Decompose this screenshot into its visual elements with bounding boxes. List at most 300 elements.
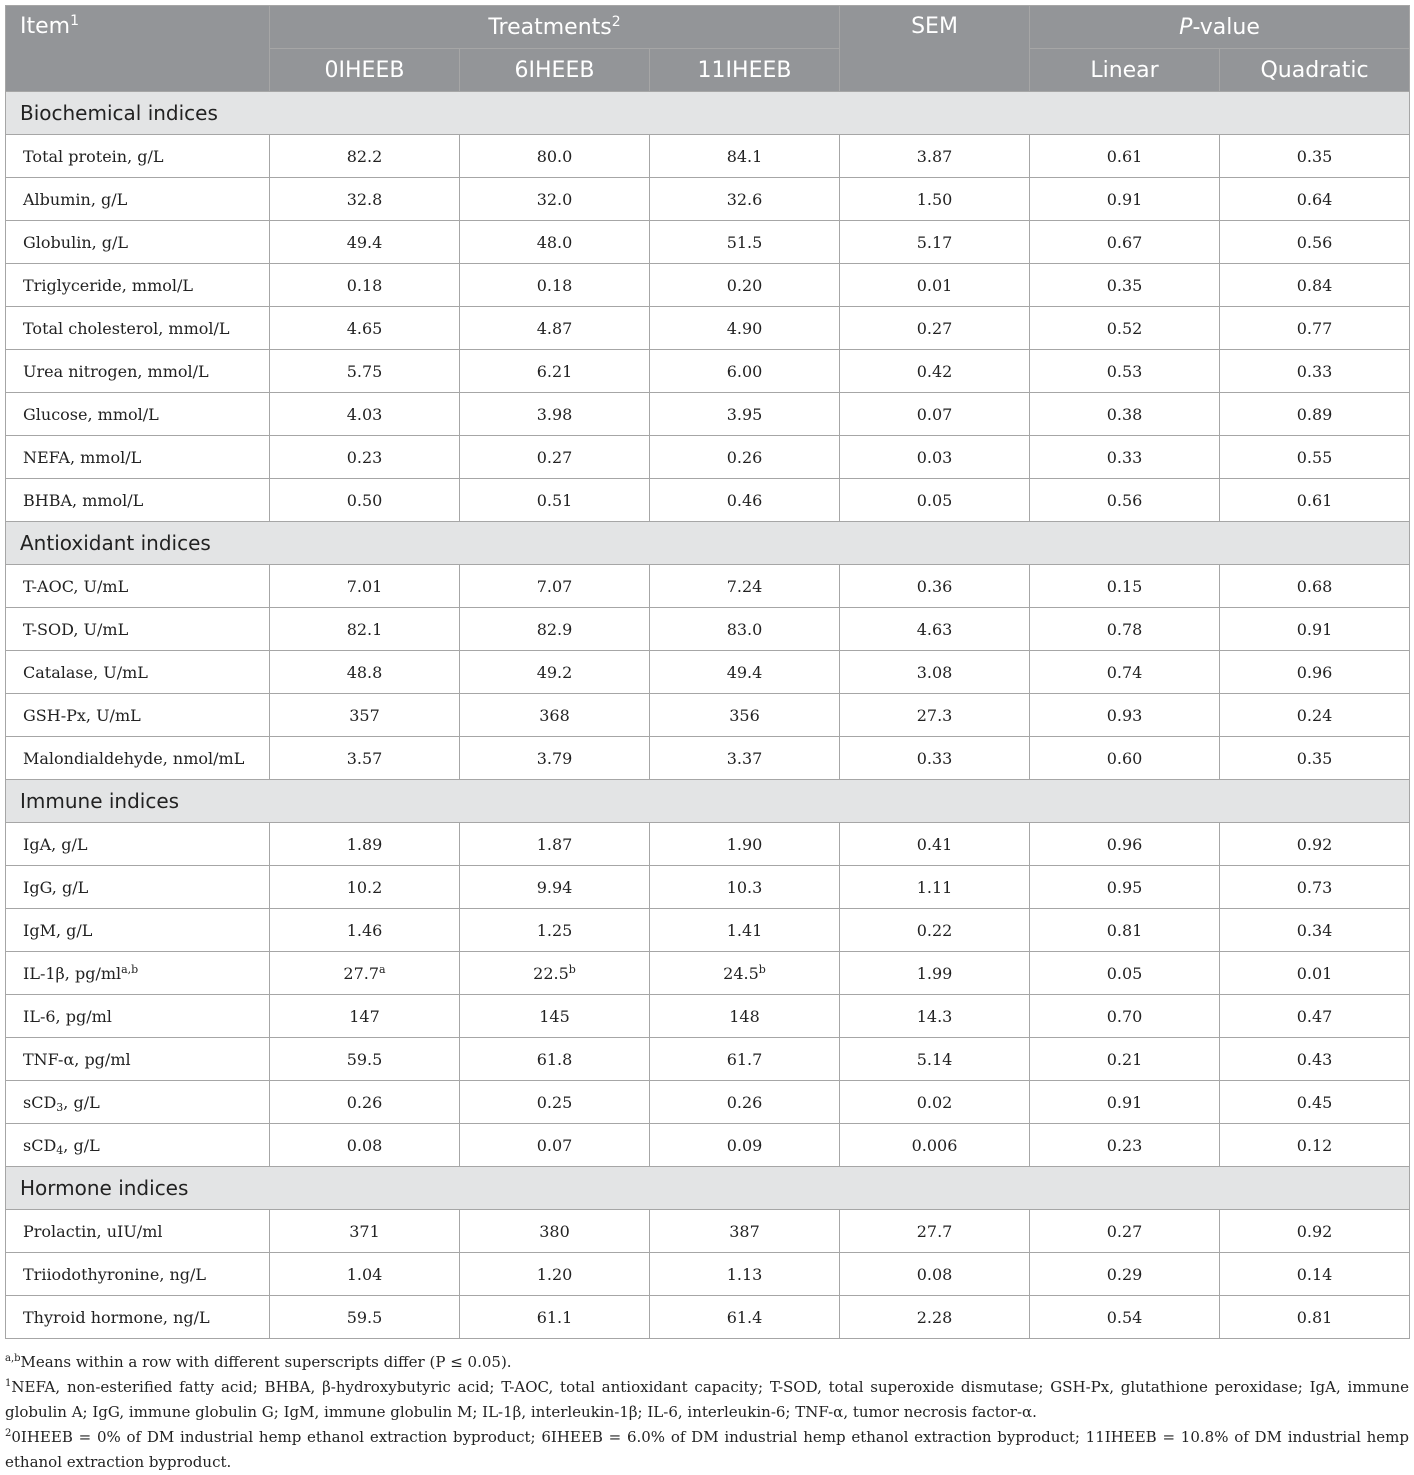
value-sem	[840, 952, 1030, 995]
value-sem	[840, 350, 1030, 393]
section-title: Antioxidant indices	[6, 522, 1410, 565]
table-row	[6, 221, 1410, 264]
cell-value: 0.29	[1106, 1264, 1143, 1284]
value-quadratic	[1220, 651, 1410, 694]
value-sem	[840, 1210, 1030, 1253]
row-item-label: Albumin, g/L	[23, 189, 128, 209]
value-11iheeb	[650, 1081, 840, 1124]
row-item	[6, 350, 270, 393]
value-linear	[1030, 1296, 1220, 1339]
cell-value: 0.61	[1296, 490, 1333, 510]
cell-value: 61.4	[726, 1307, 763, 1327]
table-row	[6, 393, 1410, 436]
value-sem	[840, 1296, 1030, 1339]
cell-value: 24.5	[723, 963, 759, 983]
cell-value: 0.08	[346, 1135, 383, 1155]
value-0iheeb	[270, 1210, 460, 1253]
value-0iheeb	[270, 995, 460, 1038]
cell-value: 80.0	[536, 146, 573, 166]
value-11iheeb	[650, 909, 840, 952]
value-11iheeb	[650, 694, 840, 737]
cell-value: 0.35	[1296, 748, 1333, 768]
cell-value: 0.50	[346, 490, 383, 510]
cell-value: 61.8	[536, 1049, 573, 1069]
cell-value: 32.8	[346, 189, 383, 209]
cell-value: 51.5	[726, 232, 763, 252]
row-item-label: T-SOD, U/mL	[23, 619, 129, 639]
table-row	[6, 565, 1410, 608]
value-sem	[840, 1038, 1030, 1081]
cell-value: 0.84	[1296, 275, 1333, 295]
cell-value: 356	[729, 705, 760, 725]
section-row	[6, 780, 1410, 823]
value-linear	[1030, 1038, 1220, 1081]
value-6iheeb	[460, 436, 650, 479]
value-11iheeb	[650, 1210, 840, 1253]
value-6iheeb	[460, 737, 650, 780]
cell-value: 0.27	[916, 318, 953, 338]
cell-value: 0.77	[1296, 318, 1333, 338]
cell-value: 0.93	[1106, 705, 1143, 725]
table-row	[6, 737, 1410, 780]
value-0iheeb	[270, 1038, 460, 1081]
value-11iheeb	[650, 565, 840, 608]
value-quadratic	[1220, 737, 1410, 780]
cell-value: 0.61	[1106, 146, 1143, 166]
header-treatments-sup: 2	[611, 13, 621, 30]
value-11iheeb	[650, 393, 840, 436]
cell-value: 4.63	[916, 619, 953, 639]
row-item	[6, 651, 270, 694]
cell-value: 0.92	[1296, 1221, 1333, 1241]
value-11iheeb	[650, 651, 840, 694]
cell-value: 0.56	[1296, 232, 1333, 252]
cell-value: 3.08	[916, 662, 953, 682]
value-0iheeb	[270, 651, 460, 694]
cell-value: 4.03	[346, 404, 383, 424]
value-sem	[840, 909, 1030, 952]
cell-value: 0.24	[1296, 705, 1333, 725]
footnote-text: Means within a row with different superscripts differ (P ≤ 0.05).	[20, 1353, 512, 1371]
table-row	[6, 608, 1410, 651]
value-0iheeb	[270, 1081, 460, 1124]
cell-value: 49.4	[346, 232, 383, 252]
value-linear	[1030, 694, 1220, 737]
table-row	[6, 307, 1410, 350]
value-quadratic	[1220, 866, 1410, 909]
cell-value: 0.26	[346, 1092, 383, 1112]
cell-value: 22.5	[533, 963, 569, 983]
table-row	[6, 1253, 1410, 1296]
cell-value: 1.89	[346, 834, 383, 854]
cell-value: 0.08	[916, 1264, 953, 1284]
cell-value: 27.7	[343, 963, 380, 983]
table-row	[6, 952, 1410, 995]
value-linear	[1030, 651, 1220, 694]
row-item	[6, 221, 270, 264]
header-quadratic: Quadratic	[1220, 49, 1410, 92]
row-item	[6, 393, 270, 436]
value-11iheeb	[650, 135, 840, 178]
table-row	[6, 823, 1410, 866]
value-linear	[1030, 393, 1220, 436]
cell-value: 0.35	[1296, 146, 1333, 166]
header-col-0ihheb: 0IHEEB	[270, 49, 460, 92]
value-6iheeb	[460, 952, 650, 995]
value-6iheeb	[460, 995, 650, 1038]
cell-value: 32.0	[536, 189, 573, 209]
value-6iheeb	[460, 1296, 650, 1339]
row-item-label: Thyroid hormone, ng/L	[23, 1307, 210, 1327]
value-sem	[840, 694, 1030, 737]
cell-value: 49.2	[536, 662, 573, 682]
cell-value: 0.21	[1106, 1049, 1143, 1069]
value-11iheeb	[650, 350, 840, 393]
row-item	[6, 1253, 270, 1296]
value-11iheeb	[650, 1038, 840, 1081]
table-row	[6, 479, 1410, 522]
row-item	[6, 1124, 270, 1167]
value-6iheeb	[460, 135, 650, 178]
value-6iheeb	[460, 393, 650, 436]
cell-value: 5.75	[346, 361, 383, 381]
table-row	[6, 1124, 1410, 1167]
value-0iheeb	[270, 823, 460, 866]
row-item-label: Catalase, U/mL	[23, 662, 148, 682]
row-item	[6, 264, 270, 307]
value-6iheeb	[460, 909, 650, 952]
value-sem	[840, 995, 1030, 1038]
cell-value: 82.9	[536, 619, 573, 639]
cell-value: 1.20	[536, 1264, 573, 1284]
cell-value: 27.7	[916, 1221, 953, 1241]
value-11iheeb	[650, 737, 840, 780]
cell-value: 0.01	[916, 275, 953, 295]
value-linear	[1030, 264, 1220, 307]
cell-value: 0.15	[1106, 576, 1143, 596]
cell-value: 0.45	[1296, 1092, 1333, 1112]
cell-value: 14.3	[916, 1006, 953, 1026]
row-item	[6, 1081, 270, 1124]
cell-value: 0.34	[1296, 920, 1333, 940]
table-row	[6, 178, 1410, 221]
cell-value: 0.07	[536, 1135, 573, 1155]
value-linear	[1030, 1081, 1220, 1124]
cell-value: 5.17	[916, 232, 953, 252]
value-sem	[840, 479, 1030, 522]
cell-value: 0.74	[1106, 662, 1143, 682]
row-item	[6, 823, 270, 866]
row-item-label: T-AOC, U/mL	[23, 576, 129, 596]
cell-value: 3.57	[346, 748, 383, 768]
value-0iheeb	[270, 1124, 460, 1167]
header-col-6iheeb: 6IHEEB	[460, 49, 650, 92]
cell-value: 145	[539, 1006, 570, 1026]
value-0iheeb	[270, 393, 460, 436]
cell-value: 368	[539, 705, 570, 725]
row-item-label: GSH-Px, U/mL	[23, 705, 141, 725]
value-0iheeb	[270, 436, 460, 479]
value-linear	[1030, 221, 1220, 264]
cell-value: 0.22	[916, 920, 953, 940]
value-quadratic	[1220, 221, 1410, 264]
cell-superscript: b	[568, 962, 576, 976]
cell-value: 0.91	[1106, 189, 1143, 209]
table-row	[6, 436, 1410, 479]
value-linear	[1030, 823, 1220, 866]
row-item	[6, 565, 270, 608]
value-0iheeb	[270, 178, 460, 221]
cell-value: 0.46	[726, 490, 763, 510]
value-0iheeb	[270, 1253, 460, 1296]
value-quadratic	[1220, 1253, 1410, 1296]
value-11iheeb	[650, 436, 840, 479]
value-quadratic	[1220, 1210, 1410, 1253]
cell-value: 4.87	[536, 318, 573, 338]
section-title: Biochemical indices	[6, 92, 1410, 135]
value-6iheeb	[460, 350, 650, 393]
header-sem	[840, 6, 1030, 92]
value-6iheeb	[460, 565, 650, 608]
value-quadratic	[1220, 135, 1410, 178]
footnotes	[5, 1350, 1409, 1475]
table-row	[6, 350, 1410, 393]
cell-value: 0.78	[1106, 619, 1143, 639]
value-quadratic	[1220, 995, 1410, 1038]
header-pvalue-p: P	[1179, 14, 1193, 40]
table-row	[6, 135, 1410, 178]
cell-value: 1.04	[346, 1264, 383, 1284]
cell-value: 0.01	[1296, 963, 1333, 983]
value-0iheeb	[270, 479, 460, 522]
header-treatments-label: Treatments	[488, 14, 612, 40]
cell-value: 1.25	[536, 920, 573, 940]
table-row	[6, 1210, 1410, 1253]
cell-value: 7.24	[726, 576, 763, 596]
cell-value: 1.99	[916, 963, 953, 983]
value-6iheeb	[460, 1124, 650, 1167]
value-linear	[1030, 909, 1220, 952]
cell-value: 0.07	[916, 404, 953, 424]
value-6iheeb	[460, 1253, 650, 1296]
value-0iheeb	[270, 694, 460, 737]
value-6iheeb	[460, 608, 650, 651]
cell-value: 0.33	[916, 748, 953, 768]
row-item-label: Urea nitrogen, mmol/L	[23, 361, 209, 381]
cell-value: 0.33	[1296, 361, 1333, 381]
section-row	[6, 1167, 1410, 1210]
row-item-label: IL-1β, pg/ml	[23, 963, 122, 983]
table-row	[6, 1081, 1410, 1124]
value-0iheeb	[270, 264, 460, 307]
header-row-1	[6, 6, 1410, 49]
row-item	[6, 866, 270, 909]
cell-value: 0.89	[1296, 404, 1333, 424]
cell-value: 48.0	[536, 232, 573, 252]
footnote	[5, 1350, 1409, 1375]
value-quadratic	[1220, 1296, 1410, 1339]
footnote-marker: 2	[5, 1428, 12, 1439]
cell-value: 0.38	[1106, 404, 1143, 424]
header-sem-label: SEM	[911, 14, 958, 39]
value-sem	[840, 1081, 1030, 1124]
row-item-subscript: 3	[56, 1100, 64, 1114]
data-table	[5, 5, 1410, 1339]
cell-value: 0.09	[726, 1135, 763, 1155]
value-linear	[1030, 135, 1220, 178]
footnote	[5, 1375, 1409, 1425]
cell-value: 7.07	[536, 576, 573, 596]
cell-value: 0.67	[1106, 232, 1143, 252]
value-sem	[840, 866, 1030, 909]
row-item	[6, 909, 270, 952]
cell-value: 61.7	[726, 1049, 763, 1069]
cell-value: 4.65	[346, 318, 383, 338]
cell-value: 0.25	[536, 1092, 573, 1112]
cell-value: 83.0	[726, 619, 763, 639]
value-quadratic	[1220, 1038, 1410, 1081]
row-item-label: BHBA, mmol/L	[23, 490, 144, 510]
value-linear	[1030, 178, 1220, 221]
row-item-label: Total protein, g/L	[23, 146, 164, 166]
cell-value: 49.4	[726, 662, 763, 682]
value-6iheeb	[460, 479, 650, 522]
cell-value: 0.12	[1296, 1135, 1333, 1155]
cell-value: 1.41	[726, 920, 763, 940]
section-row	[6, 522, 1410, 565]
value-11iheeb	[650, 608, 840, 651]
cell-value: 0.05	[916, 490, 953, 510]
section-title: Hormone indices	[6, 1167, 1410, 1210]
cell-value: 6.00	[726, 361, 763, 381]
row-item-label: Total cholesterol, mmol/L	[23, 318, 230, 338]
value-quadratic	[1220, 307, 1410, 350]
section-title: Immune indices	[6, 780, 1410, 823]
row-item-tail: , g/L	[63, 1135, 100, 1155]
cell-value: 0.92	[1296, 834, 1333, 854]
value-0iheeb	[270, 737, 460, 780]
value-linear	[1030, 479, 1220, 522]
table-row	[6, 866, 1410, 909]
row-item	[6, 436, 270, 479]
cell-value: 0.70	[1106, 1006, 1143, 1026]
value-11iheeb	[650, 479, 840, 522]
cell-value: 0.27	[1106, 1221, 1143, 1241]
cell-value: 147	[349, 1006, 380, 1026]
value-quadratic	[1220, 608, 1410, 651]
value-11iheeb	[650, 866, 840, 909]
value-6iheeb	[460, 1081, 650, 1124]
cell-value: 32.6	[726, 189, 763, 209]
value-quadratic	[1220, 393, 1410, 436]
row-item-label: IL-6, pg/ml	[23, 1006, 112, 1026]
value-linear	[1030, 1253, 1220, 1296]
cell-value: 5.14	[916, 1049, 953, 1069]
value-6iheeb	[460, 264, 650, 307]
cell-value: 48.8	[346, 662, 383, 682]
value-sem	[840, 565, 1030, 608]
cell-value: 82.1	[346, 619, 383, 639]
value-sem	[840, 608, 1030, 651]
value-11iheeb	[650, 178, 840, 221]
row-item	[6, 178, 270, 221]
value-linear	[1030, 1124, 1220, 1167]
cell-value: 84.1	[726, 146, 763, 166]
header-pvalue	[1030, 6, 1410, 49]
row-item-label: Glucose, mmol/L	[23, 404, 159, 424]
cell-value: 27.3	[916, 705, 953, 725]
row-item-label: Malondialdehyde, nmol/mL	[23, 748, 245, 768]
cell-value: 0.26	[726, 447, 763, 467]
value-linear	[1030, 952, 1220, 995]
value-sem	[840, 221, 1030, 264]
cell-value: 0.95	[1106, 877, 1143, 897]
cell-value: 0.18	[536, 275, 573, 295]
value-quadratic	[1220, 952, 1410, 995]
row-item	[6, 307, 270, 350]
header-linear: Linear	[1030, 49, 1220, 92]
value-6iheeb	[460, 866, 650, 909]
row-item-label: Triglyceride, mmol/L	[23, 275, 194, 295]
cell-value: 0.02	[916, 1092, 953, 1112]
cell-value: 0.64	[1296, 189, 1333, 209]
cell-value: 1.13	[726, 1264, 763, 1284]
row-item-subscript: 4	[56, 1143, 64, 1157]
header-treatments	[270, 6, 840, 49]
row-item-label: sCD	[23, 1092, 57, 1112]
value-sem	[840, 823, 1030, 866]
table-row	[6, 651, 1410, 694]
cell-value: 0.27	[536, 447, 573, 467]
cell-value: 0.54	[1106, 1307, 1143, 1327]
cell-value: 0.60	[1106, 748, 1143, 768]
cell-value: 0.18	[346, 275, 383, 295]
cell-value: 3.95	[726, 404, 763, 424]
cell-value: 3.98	[536, 404, 573, 424]
value-quadratic	[1220, 1081, 1410, 1124]
value-11iheeb	[650, 221, 840, 264]
value-quadratic	[1220, 909, 1410, 952]
row-item-label: IgM, g/L	[23, 920, 93, 940]
value-6iheeb	[460, 651, 650, 694]
value-6iheeb	[460, 1210, 650, 1253]
value-11iheeb	[650, 1296, 840, 1339]
cell-value: 0.05	[1106, 963, 1143, 983]
cell-value: 82.2	[346, 146, 383, 166]
cell-value: 1.87	[536, 834, 573, 854]
cell-value: 4.90	[726, 318, 763, 338]
cell-value: 9.94	[536, 877, 573, 897]
cell-value: 1.46	[346, 920, 383, 940]
cell-value: 0.35	[1106, 275, 1143, 295]
value-11iheeb	[650, 1124, 840, 1167]
cell-value: 6.21	[536, 361, 573, 381]
cell-value: 0.33	[1106, 447, 1143, 467]
table-container	[5, 5, 1409, 1475]
value-6iheeb	[460, 178, 650, 221]
cell-value: 0.23	[346, 447, 383, 467]
cell-value: 59.5	[346, 1307, 383, 1327]
cell-value: 380	[539, 1221, 570, 1241]
cell-value: 0.23	[1106, 1135, 1143, 1155]
value-11iheeb	[650, 995, 840, 1038]
cell-value: 59.5	[346, 1049, 383, 1069]
cell-value: 0.81	[1106, 920, 1143, 940]
value-sem	[840, 264, 1030, 307]
value-6iheeb	[460, 823, 650, 866]
cell-value: 0.96	[1106, 834, 1143, 854]
value-quadratic	[1220, 264, 1410, 307]
